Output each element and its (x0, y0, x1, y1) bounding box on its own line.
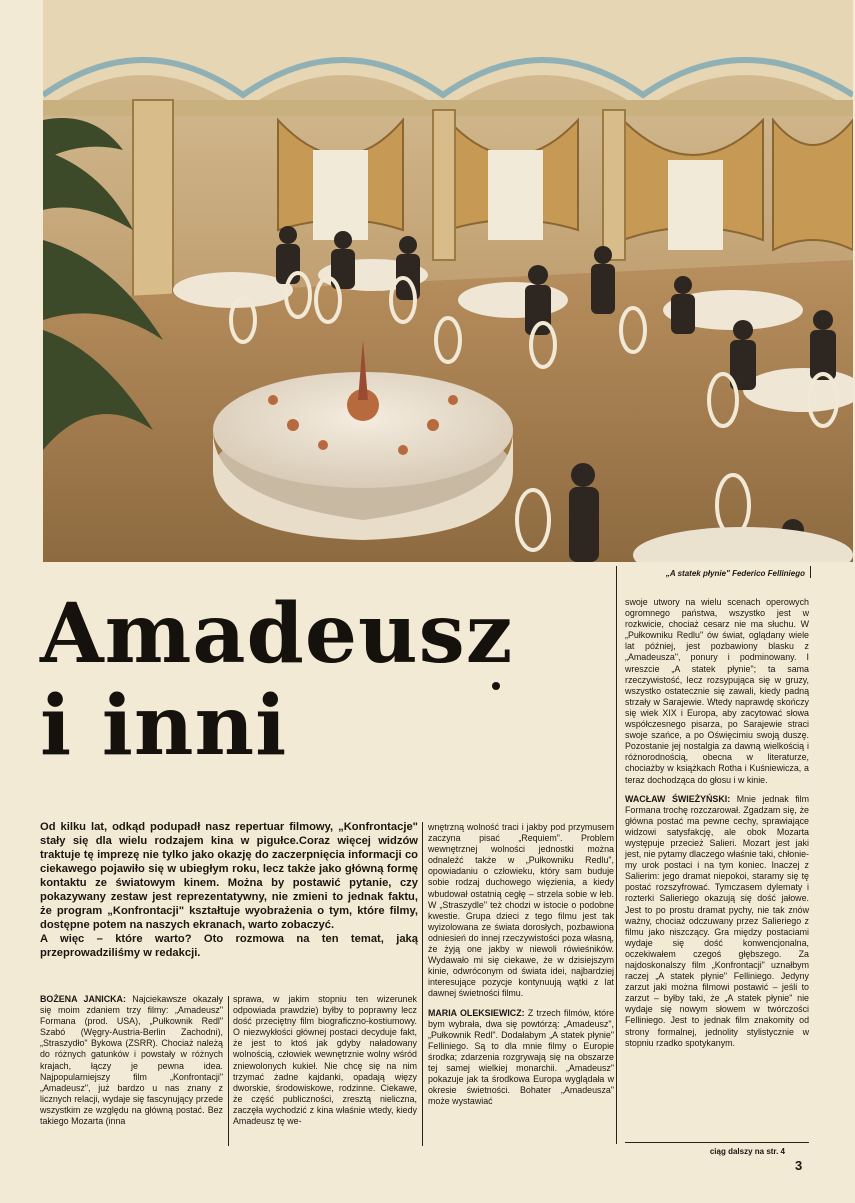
text-column-2 (233, 994, 417, 1127)
page-number: 3 (795, 1158, 803, 1173)
paragraph (40, 994, 223, 1127)
column-divider (616, 566, 617, 1144)
continued-note: ciąg dalszy na str. 4 (709, 1147, 785, 1156)
text-column-1 (40, 994, 223, 1127)
speaker-name: MARIA OLEKSIEWICZ: (428, 1007, 525, 1018)
text-column-4 (625, 597, 809, 1049)
title-line-1: Amadeusz (40, 586, 514, 682)
article-lead (40, 820, 418, 960)
paragraph-text: Z trzech filmów, które bym wybrała, dwa się powtórzą: „Amadeusz", „Pułkownik Redl". Dodałabym „A statek płynie" Felliniego. Są to dla mnie filmy o Europie środka; zdarzenia rozgrywają się na obszarze tej samej wielkiej monarchii. „Amadeusz" pokazuje jak ta środkowa Europa wyglądała w okresie świetności. Bohater „Amadeusza" może wystawiać (428, 1007, 615, 1107)
column-divider (422, 822, 423, 1146)
paragraph-text: Mnie jednak film Formana trochę rozczarował. Zgadzam się, że główna postać ma pewne cechy, sprawiające widzowi satysfakcję, ale obok Mozarta występuje przecież Salieri. Mozart jest jaki jest, nie pytamy dlaczego właśnie taki, chłonie-my urok postaci i na tym koniec. Inaczej z Salierim: jego dramat niepokoi, staramy się tę postać rozszyfrować. Tymczasem dylematy i rozterki Salieriego okazują się dość jałowe. Jest to po prostu dramat pychy, nie tak znów ważny, chociaż odczuwany przez Salieriego z filmu jako niszczący. Gra między postaciami wydaje się dość konwencjonalna, oczekiwałem czegoś głębszego. Za najdoskonalszy film „Konfrontacji" uznałbym raczej „A statek płynie" Felliniego. Jedyny zarzut jaki można filmowi postawić – jeśli to zarzut – byłby taki, że „A statek płynie" nie wydaje się nowym słowem w twórczości Felliniego. Jest to jednak film znakomity od strony formalnej, jednolity stylistycznie w stopniu rzadko spotykanym. (625, 793, 810, 1048)
photo-caption: „A statek płynie" Federico Felliniego (665, 569, 805, 578)
speaker-name: BOŻENA JANICKA: (40, 994, 126, 1004)
continuation-rule (625, 1142, 809, 1143)
lead-paragraph: Od kilku lat, odkąd podupadł nasz repertuar filmowy, „Konfrontacje" stały się dla wielu rodzajem kina w pigułce.Coraz więcej widzów traktuje tę imprezę nie tylko jako okazję do zaczerpnięcia informacji co ciekawego pojawiło się w ubiegłym roku, lecz także jako główną formę kontaktu ze światowym kinem. Można by postawić pytanie, czy pokazywany zestaw jest reprezentatywny, nie zmieni to jednak faktu, że program „Konfrontacji" kształtuje wyobrażenia o tym, które filmy, dostępne potem na naszych ekranach, warto zobaczyć. (40, 821, 418, 931)
paragraph-text: Najciekawsze okazały się moim zdaniem trzy filmy: „Amadeusz" Formana (prod. USA), „Pułkownik Redl" Szabó (Węgry-Austria-Berlin Zachodni), „Straszydło" Bykowa (ZSRR). Chociaż należą do różnych gatunków i powstały w różnych krajach, łączy je pewna idea. Najpopularniejszy film „Konfrontacji" „Amadeusz", już bardzo u nas znany z licznych relacji, wydaje się fascynujący przede wszystkim ze względu na główną postać. Bez takiego Mozarta (inna (40, 994, 224, 1127)
paragraph (625, 794, 809, 1049)
paragraph-text: sprawa, w jakim stopniu ten wizerunek odpowiada prawdzie) byłby to poprawny lecz dość przeciętny film biograficzno-kostiumowy. O niezwykłości głównej postaci decyduje fakt, że jest to ktoś jak gdyby naładowany wolnością, człowiek wewnętrznie wolny wśród zniewolonych kukieł. Nie chcę się na nim trzymać żadne kajdanki, opadają więzy dworskie, środowiskowe, rodzinne. Ciekawe, że część publiczności, zresztą nieliczna, zaczęła wychodzić z kina właśnie wtedy, kiedy Amadeusz tę we- (233, 994, 417, 1127)
decorative-dot (492, 682, 500, 690)
title-line-2: i inni (40, 678, 288, 774)
column-divider (810, 566, 811, 578)
text-column-3 (428, 822, 614, 1107)
lead-paragraph: A więc – które warto? Oto rozmowa na ten temat, jaką przeprowadziliśmy w redakcji. (40, 933, 418, 959)
paragraph-text: wnętrzną wolność traci i jakby pod przymusem zaczyna pisać „Requiem". Problem wewnętrznej wolności jednostki można odnaleźć także w „Pułkowniku Redlu", opowiadaniu o człowieku, który sam buduje sobie rodzaj duchowego więzienia, a kiedy wbudował ostatnią cegłę – strzela sobie w łeb. W „Straszydle" też chodzi w istocie o podobne kwestie. Grupa dzieci z tego filmu jest tak wyizolowana ze świata dorosłych, pozbawiona odniesień do innej rzeczywistości poza własną, że żyją one jakby w niewoli rówieśników. Wydawało mi się ciekawe, że w dzisiejszym kinie, odwróconym od świata idei, najbardziej interesujące pozycje kontynuują wątki z lat dawnej świetności filmu. (428, 822, 614, 999)
restaurant-photo (43, 0, 853, 562)
column-divider (228, 996, 229, 1146)
paragraph-text: swoje utwory na wielu scenach operowych ogromnego państwa, wszystko jest w rozkwicie, chociaż cesarz nie ma słuchu. W „Pułkowniku Redlu" ów świat, oglądany wiele lat później, jest pozbawiony blasku z „Amadeusza", ponury i podminowany. I wreszcie „A statek płynie"; ta sama rzeczywistość, lecz rozsypująca się w gruzy, wszystko ostatecznie się zawali, kiedy padną strzały w Sarajewie. Wtedy naprawdę skończy się wiek XIX i Europa, aby zacytować słowa współczesnego pisarza, po Sarajewie straci swoje szańce, a po Oświęcimiu swoją duszę. Pozostanie jej nostalgia za dawną wielkością i różnorodnością, obecna w literaturze, chociażby w książkach Rotha i Kuśniewicza, a teraz dochodząca do głosu i w kinie. (625, 597, 809, 785)
paragraph (428, 1008, 614, 1108)
photo-illustration (43, 0, 853, 562)
speaker-name: WACŁAW ŚWIEŻYŃSKI: (625, 793, 731, 804)
article-title (40, 588, 513, 772)
